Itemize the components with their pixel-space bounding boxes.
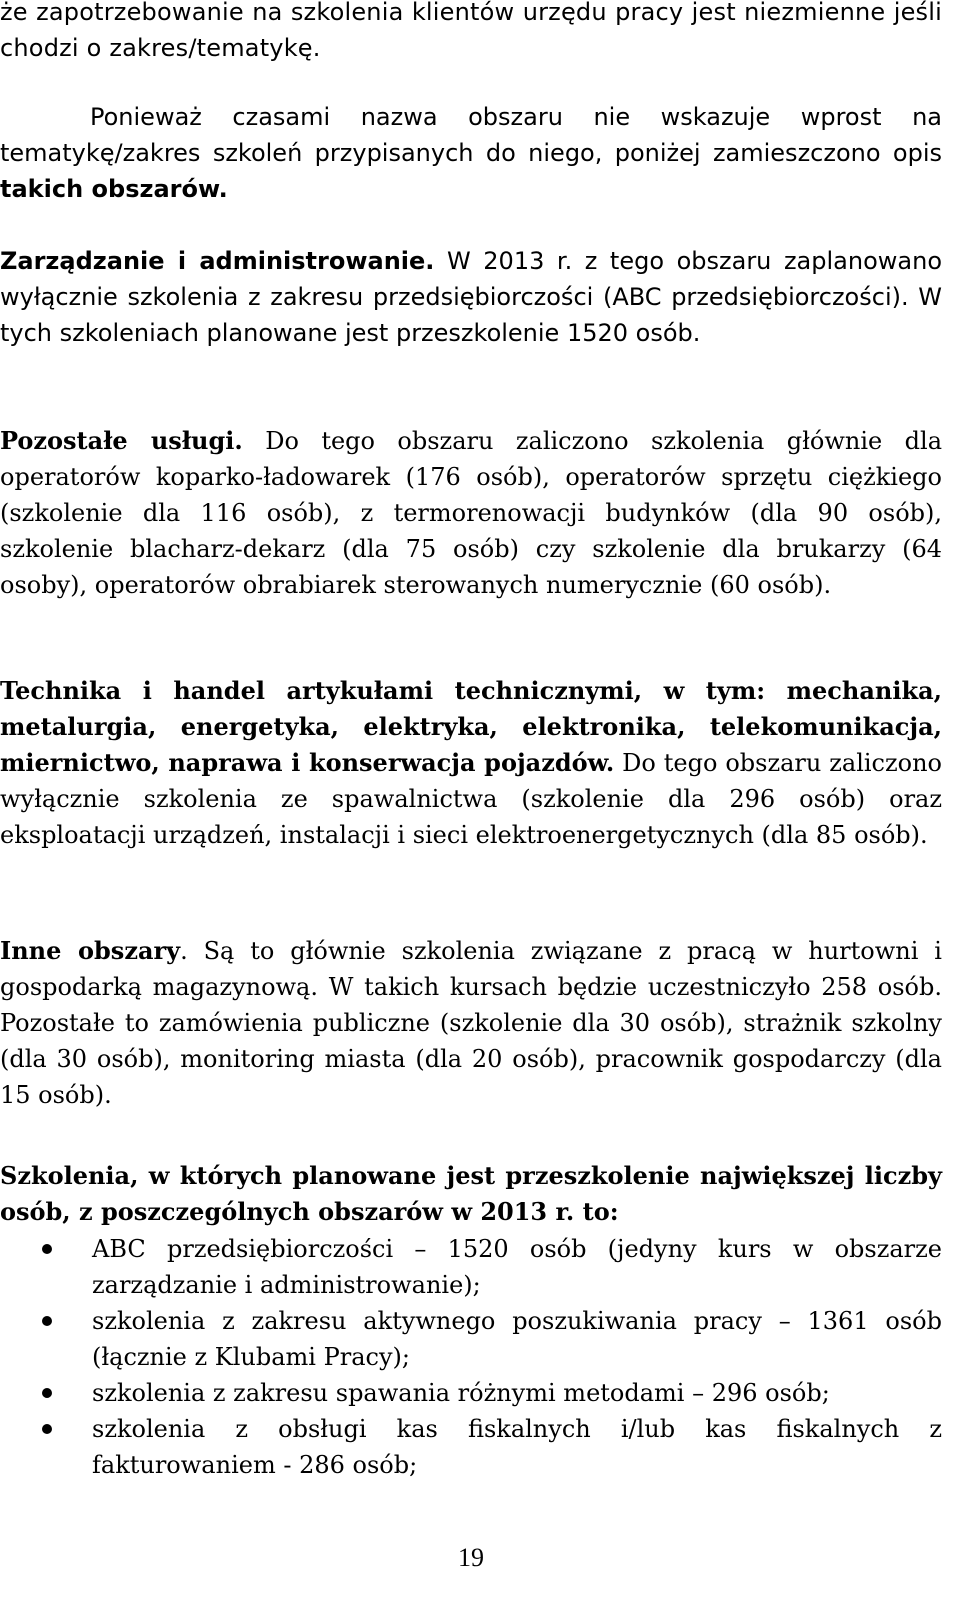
- top-trainings-list: [0, 1231, 942, 1483]
- list-item-text: szkolenia z zakresu aktywnego poszukiwania pracy – 1361 osób (łącznie z Klubami Pracy);: [92, 1307, 942, 1371]
- list-item: [0, 1231, 942, 1303]
- bullet-icon: [42, 1388, 52, 1398]
- paragraph-top-trainings: [0, 1158, 942, 1230]
- paragraph-intro: [0, 0, 942, 66]
- paragraph-technology-text: Do tego obszaru zaliczono wyłącznie szkolenia ze spawalnictwa (szkolenie dla 296 osób) oraz eksploatacji urządzeń, instalacji i sieci elektroenergetycznych (dla 85 osób).: [0, 749, 942, 849]
- heading-other-areas: Inne obszary: [0, 936, 181, 965]
- paragraph-management: [0, 243, 942, 351]
- bullet-icon: [42, 1244, 52, 1254]
- bullet-icon: [42, 1316, 52, 1326]
- list-item: [0, 1303, 942, 1375]
- paragraph-other-areas: [0, 933, 942, 1113]
- paragraph-areas-description-text: Ponieważ czasami nazwa obszaru nie wskazuje wprost na tematykę/zakres szkoleń przypisanych do niego, poniżej zamieszczono opis: [0, 103, 942, 167]
- paragraph-other-services-text: Do tego obszaru zaliczono szkolenia głównie dla operatorów koparko-ładowarek (176 osób), operatorów sprzętu ciężkiego (szkolenie dla 116 osób), z termorenowacji budynków (dla 90 osób), szkolenie blacharz-dekarz (dla 75 osób) czy szkolenie dla brukarzy (64 osoby), operatorów obrabiarek sterowanych numerycznie (60 osób).: [0, 427, 943, 599]
- paragraph-areas-description-bold: takich obszarów.: [0, 175, 228, 203]
- list-item-text: ABC przedsiębiorczości – 1520 osób (jedyny kurs w obszarze zarządzanie i administrowanie);: [92, 1235, 942, 1299]
- heading-management: Zarządzanie i administrowanie.: [0, 247, 435, 275]
- paragraph-other-services: [0, 423, 942, 603]
- paragraph-other-areas-text: . Są to głównie szkolenia związane z pracą w hurtowni i gospodarką magazynową. W takich kursach będzie uczestniczyło 258 osób. Pozostałe to zamówienia publiczne (szkolenie dla 30 osób), strażnik szkolny (dla 30 osób), monitoring miasta (dla 20 osób), pracownik gospodarczy (dla 15 osób).: [0, 937, 942, 1109]
- page-number: 19: [458, 1543, 484, 1572]
- paragraph-areas-description: [0, 99, 942, 207]
- list-item: [0, 1411, 942, 1483]
- list-item: [0, 1375, 942, 1411]
- heading-technology: Technika i handel artykułami technicznymi, w tym: mechanika, metalurgia, energetyka, elektryka, elektronika, telekomunikacja, miernictwo, naprawa i konserwacja pojazdów.: [0, 676, 942, 777]
- list-item-text: szkolenia z zakresu spawania różnymi metodami – 296 osób;: [92, 1379, 830, 1407]
- heading-other-services: Pozostałe usługi.: [0, 426, 243, 455]
- bullet-icon: [42, 1424, 52, 1434]
- paragraph-management-text: W 2013 r. z tego obszaru zaplanowano wyłącznie szkolenia z zakresu przedsiębiorczości (ABC przedsiębiorczości). W tych szkoleniach planowane jest przeszkolenie 1520 osób.: [0, 247, 942, 347]
- list-item-text: szkolenia z obsługi kas fiskalnych i/lub kas fiskalnych z fakturowaniem - 286 osób;: [92, 1415, 942, 1479]
- paragraph-technology: [0, 673, 942, 853]
- heading-top-trainings: Szkolenia, w których planowane jest przeszkolenie największej liczby osób, z poszczególnych obszarów w 2013 r. to:: [0, 1161, 942, 1226]
- paragraph-intro-text: że zapotrzebowanie na szkolenia klientów urzędu pracy jest niezmienne jeśli chodzi o zakres/tematykę.: [0, 0, 942, 62]
